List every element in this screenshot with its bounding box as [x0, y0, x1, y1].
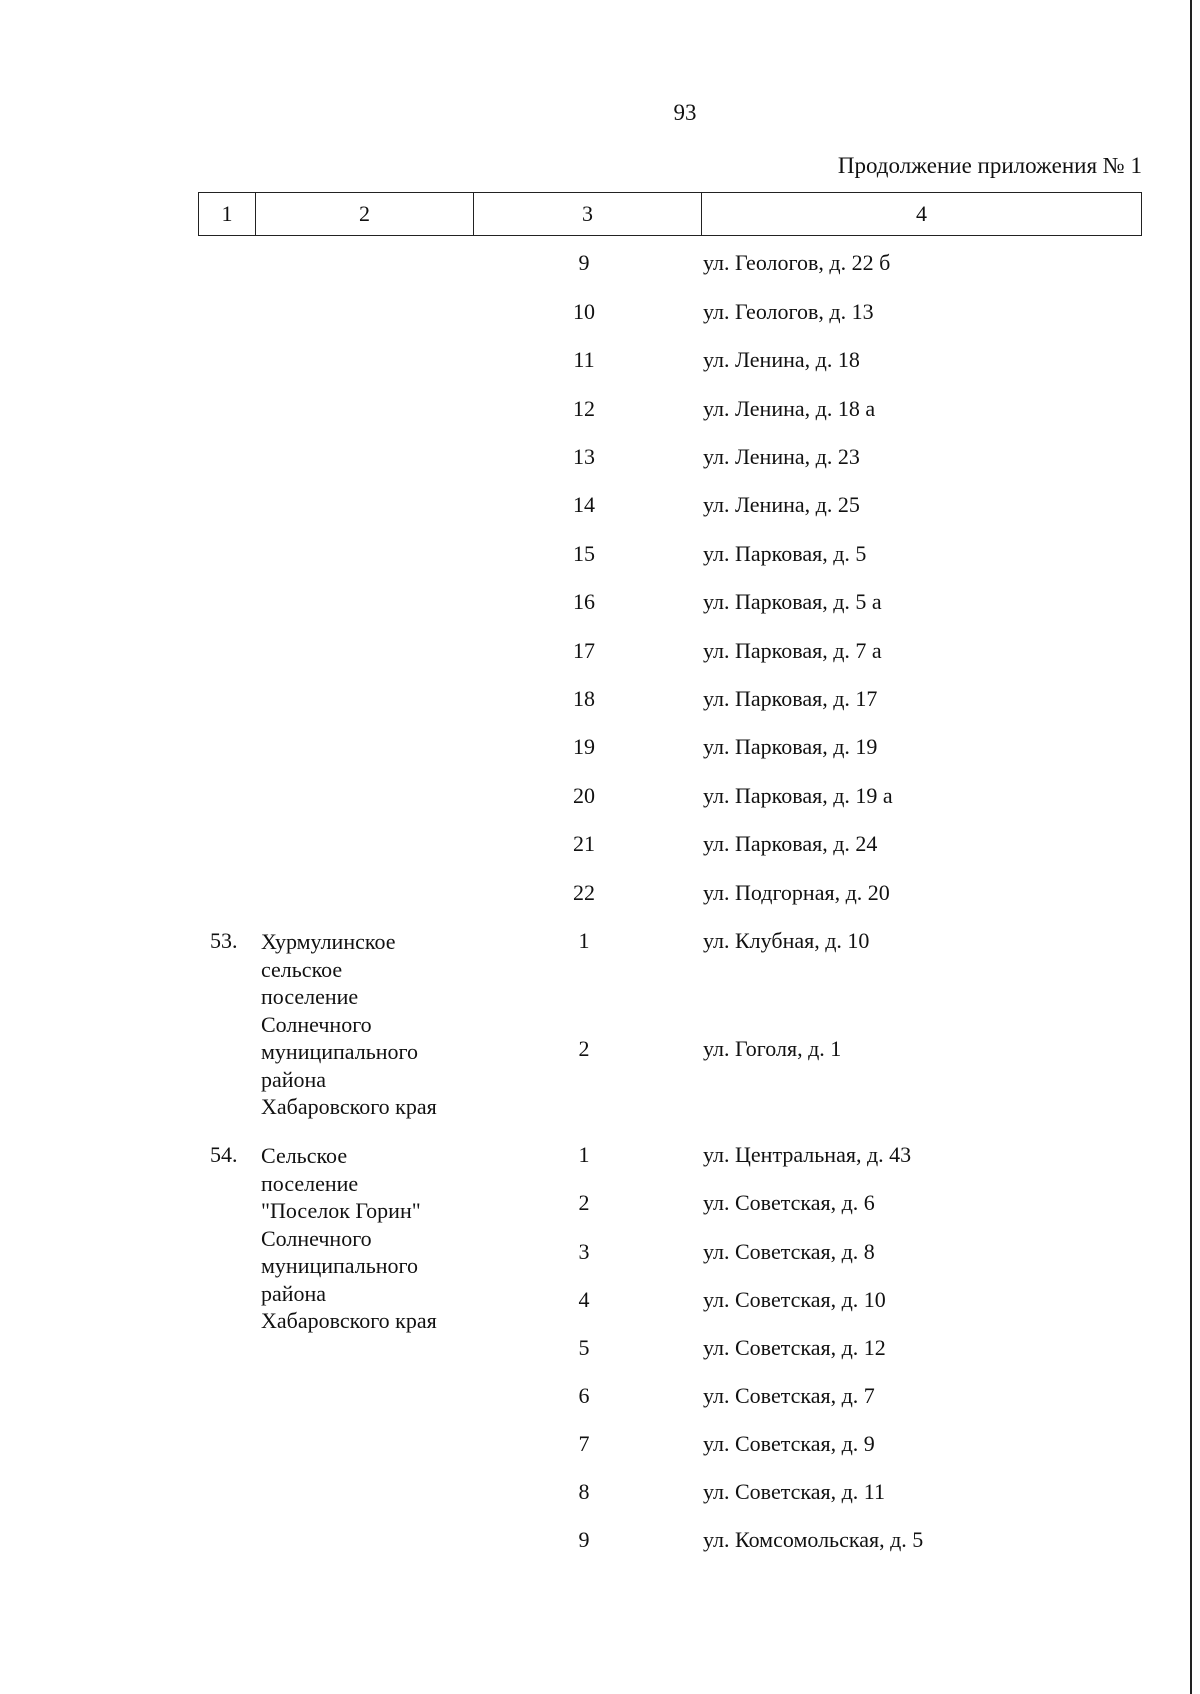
address-cell: ул. Советская, д. 8 — [703, 1239, 875, 1264]
row-number: 17 — [573, 638, 595, 663]
address-cell: ул. Геологов, д. 22 б — [703, 250, 891, 275]
address-cell: ул. Комсомольская, д. 5 — [703, 1527, 924, 1552]
settlement-name-line: Солнечного — [261, 1011, 372, 1037]
address-cell: ул. Подгорная, д. 20 — [703, 880, 890, 905]
row-number: 1 — [578, 928, 590, 953]
section-number: 53. — [210, 928, 238, 953]
address-cell: ул. Геологов, д. 13 — [703, 299, 874, 324]
settlement-name-line: района — [261, 1280, 327, 1306]
row-number: 22 — [573, 880, 595, 905]
address-cell: ул. Советская, д. 11 — [703, 1479, 885, 1504]
settlement-name-line: Хабаровского края — [261, 1308, 437, 1333]
row-number: 19 — [573, 734, 595, 759]
settlement-name-line: "Поселок Горин" — [261, 1198, 421, 1223]
settlement-name-line: поселение — [261, 1170, 359, 1196]
continuation-label: Продолжение приложения № 1 — [837, 153, 1142, 178]
row-number: 12 — [573, 396, 595, 421]
row-number: 2 — [578, 1036, 590, 1061]
scan-edge-line — [1190, 0, 1192, 1694]
header-col-1: 1 — [199, 193, 256, 235]
address-cell: ул. Советская, д. 9 — [703, 1431, 875, 1456]
address-cell: ул. Ленина, д. 23 — [703, 444, 860, 469]
row-number: 9 — [578, 250, 590, 275]
row-number: 9 — [578, 1527, 590, 1552]
settlement-name-line: Хабаровского края — [261, 1094, 437, 1119]
settlement-name-line: района — [261, 1066, 327, 1092]
row-number: 1 — [578, 1142, 590, 1167]
address-cell: ул. Парковая, д. 7 а — [703, 638, 882, 663]
settlement-name-line: Сельское — [261, 1143, 348, 1168]
row-number: 3 — [578, 1239, 590, 1264]
address-cell: ул. Парковая, д. 19 — [703, 734, 878, 759]
header-col-3: 3 — [474, 193, 702, 235]
settlement-name-line: муниципального — [261, 1253, 419, 1278]
address-cell: ул. Гоголя, д. 1 — [703, 1036, 842, 1061]
page-number: 93 — [673, 100, 697, 125]
row-number: 4 — [578, 1287, 590, 1312]
settlement-name — [261, 1142, 481, 1335]
address-cell: ул. Советская, д. 6 — [703, 1190, 875, 1215]
address-cell: ул. Советская, д. 7 — [703, 1383, 875, 1408]
address-cell: ул. Советская, д. 12 — [703, 1335, 886, 1360]
settlement-name-line: Хурмулинское — [261, 929, 396, 954]
settlement-name-line: Солнечного — [261, 1225, 372, 1251]
settlement-name-line: муниципального — [261, 1039, 419, 1064]
address-cell: ул. Парковая, д. 24 — [703, 831, 878, 856]
row-number: 18 — [573, 686, 595, 711]
address-cell: ул. Ленина, д. 18 а — [703, 396, 876, 421]
address-cell: ул. Ленина, д. 18 — [703, 347, 860, 372]
row-number: 20 — [573, 783, 595, 808]
row-number: 7 — [578, 1431, 590, 1456]
row-number: 15 — [573, 541, 595, 566]
settlement-name-line: поселение — [261, 984, 359, 1009]
row-number: 8 — [578, 1479, 590, 1504]
row-number: 16 — [573, 589, 595, 614]
header-col-2: 2 — [256, 193, 474, 235]
row-number: 13 — [573, 444, 595, 469]
header-col-4: 4 — [916, 201, 927, 226]
row-number: 10 — [573, 299, 595, 324]
address-cell: ул. Парковая, д. 5 — [703, 541, 867, 566]
settlement-name-line: сельское — [261, 956, 343, 982]
address-cell: ул. Клубная, д. 10 — [703, 928, 870, 953]
row-number: 6 — [578, 1383, 590, 1408]
row-number: 11 — [573, 347, 595, 372]
table-header-row — [198, 192, 1142, 236]
address-cell: ул. Советская, д. 10 — [703, 1287, 886, 1312]
row-number: 2 — [578, 1190, 590, 1215]
row-number: 14 — [573, 492, 595, 517]
address-cell: ул. Ленина, д. 25 — [703, 492, 860, 517]
row-number: 21 — [573, 831, 595, 856]
section-number: 54. — [210, 1142, 238, 1167]
address-cell: ул. Парковая, д. 5 а — [703, 589, 882, 614]
address-cell: ул. Центральная, д. 43 — [703, 1142, 912, 1167]
row-number: 5 — [578, 1335, 590, 1360]
address-cell: ул. Парковая, д. 17 — [703, 686, 878, 711]
address-cell: ул. Парковая, д. 19 а — [703, 783, 893, 808]
settlement-name — [261, 928, 481, 1121]
